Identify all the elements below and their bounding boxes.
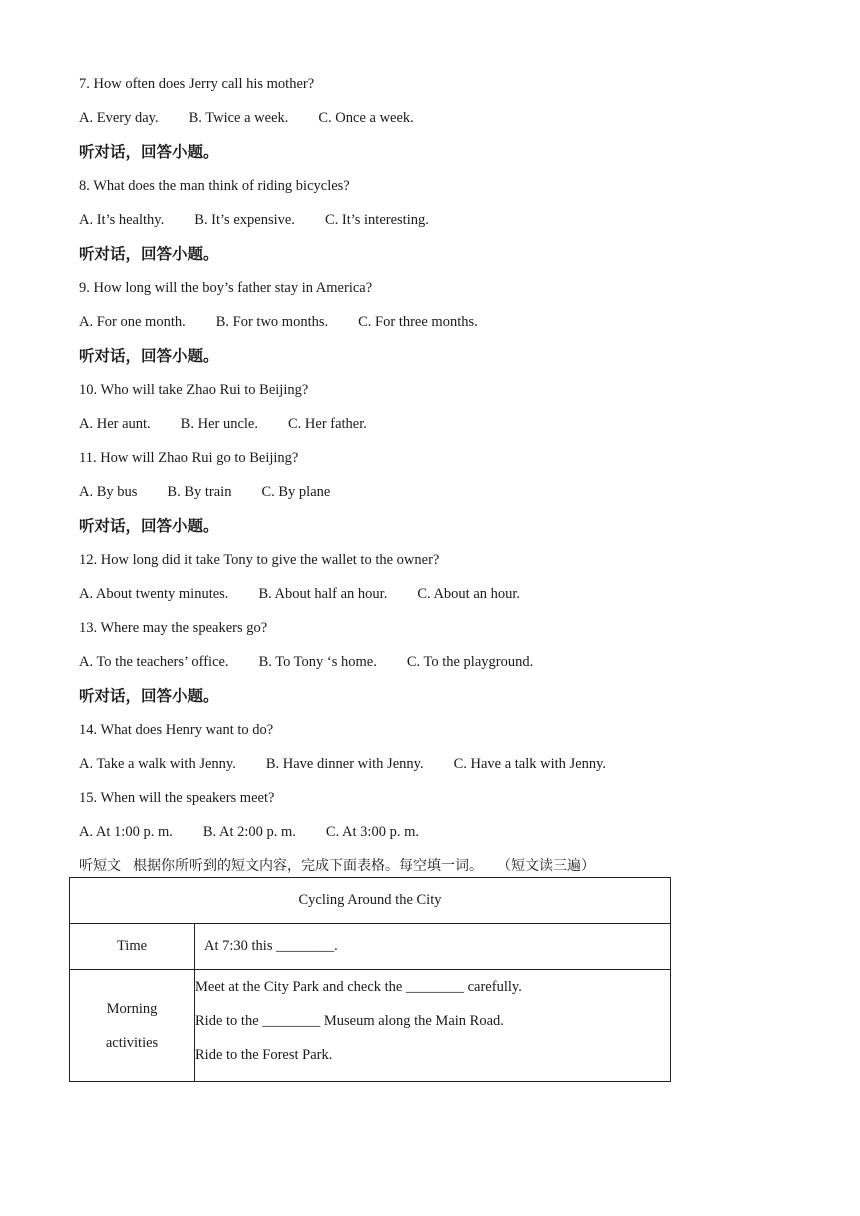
instruction-part-2: 根据你所听到的短文内容，完成下面表格。每空填一词。: [133, 858, 483, 874]
option-8-b: B. It’s expensive.: [194, 212, 295, 228]
question-11: 11. How will Zhao Rui go to Beijing?: [79, 450, 299, 466]
cycling-table: [69, 877, 671, 1082]
option-7-b: B. Twice a week.: [188, 110, 289, 126]
question-9: 9. How long will the boy’s father stay in America?: [79, 280, 373, 296]
question-12: 12. How long did it take Tony to give the wallet to the owner?: [79, 552, 440, 568]
morning-activity-2: Ride to the ________ Museum along the Main Road.: [195, 1013, 504, 1029]
option-8-a: A. It’s healthy.: [79, 212, 165, 228]
option-11-a: A. By bus: [79, 484, 138, 500]
document-body: [79, 74, 779, 890]
option-15-c: C. At 3:00 p. m.: [325, 824, 419, 840]
options-11: [79, 482, 779, 516]
question-10: 10. Who will take Zhao Rui to Beijing?: [79, 382, 309, 398]
section-heading: 听对话，回答小题。: [79, 245, 219, 263]
options-15: [79, 822, 779, 856]
question-7: 7. How often does Jerry call his mother?: [79, 76, 315, 92]
option-14-b: B. Have dinner with Jenny.: [265, 756, 424, 772]
time-value: At 7:30 this ________.: [195, 924, 671, 970]
option-11-b: B. By train: [167, 484, 232, 500]
option-10-a: A. Her aunt.: [79, 416, 151, 432]
option-11-c: C. By plane: [261, 484, 331, 500]
morning-activity-3: Ride to the Forest Park.: [195, 1047, 333, 1063]
option-12-c: C. About an hour.: [417, 586, 521, 602]
instruction-part-3: （短文读三遍）: [497, 858, 595, 874]
options-14: [79, 754, 779, 788]
section-heading: 听对话，回答小题。: [79, 143, 219, 161]
question-14: 14. What does Henry want to do?: [79, 722, 274, 738]
table-row-time: [70, 924, 671, 970]
options-10: [79, 414, 779, 448]
morning-label-line-2: activities: [105, 1034, 159, 1051]
option-14-c: C. Have a talk with Jenny.: [453, 756, 607, 772]
option-15-b: B. At 2:00 p. m.: [202, 824, 296, 840]
options-8: [79, 210, 779, 244]
option-10-b: B. Her uncle.: [180, 416, 258, 432]
table-title: Cycling Around the City: [70, 878, 671, 924]
option-9-c: C. For three months.: [358, 314, 478, 330]
question-15: 15. When will the speakers meet?: [79, 790, 275, 806]
option-12-b: B. About half an hour.: [258, 586, 388, 602]
options-7: [79, 108, 779, 142]
option-14-a: A. Take a walk with Jenny.: [79, 756, 236, 772]
morning-activities: [195, 970, 671, 1082]
morning-label-line-1: Morning: [106, 1000, 158, 1017]
option-7-a: A. Every day.: [79, 110, 159, 126]
options-9: [79, 312, 779, 346]
table-row-morning: [70, 970, 671, 1082]
option-13-b: B. To Tony ‘s home.: [258, 654, 377, 670]
section-heading: 听对话，回答小题。: [79, 517, 219, 535]
morning-label-cell: [70, 970, 195, 1082]
option-10-c: C. Her father.: [287, 416, 367, 432]
instruction-part-1: 听短文: [79, 858, 121, 874]
options-13: [79, 652, 779, 686]
option-15-a: A. At 1:00 p. m.: [79, 824, 173, 840]
option-8-c: C. It’s interesting.: [324, 212, 429, 228]
option-9-b: B. For two months.: [215, 314, 329, 330]
option-12-a: A. About twenty minutes.: [79, 586, 229, 602]
section-heading: 听对话，回答小题。: [79, 687, 219, 705]
question-13: 13. Where may the speakers go?: [79, 620, 268, 636]
option-7-c: C. Once a week.: [318, 110, 414, 126]
morning-activity-1: Meet at the City Park and check the ________ carefully.: [195, 979, 522, 995]
options-12: [79, 584, 779, 618]
section-heading: 听对话，回答小题。: [79, 347, 219, 365]
option-9-a: A. For one month.: [79, 314, 186, 330]
option-13-a: A. To the teachers’ office.: [79, 654, 229, 670]
question-8: 8. What does the man think of riding bicycles?: [79, 178, 350, 194]
time-label: Time: [70, 924, 195, 970]
option-13-c: C. To the playground.: [406, 654, 534, 670]
